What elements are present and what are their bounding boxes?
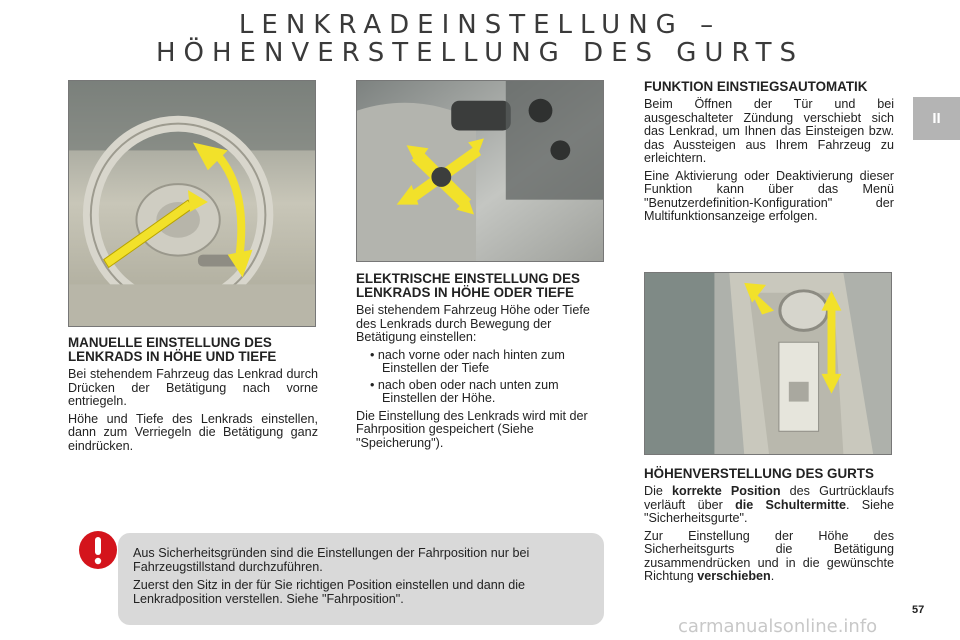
electric-control-photo [356,80,604,262]
emphasis-shoulder-center: die Schultermitte [735,497,847,512]
emphasis-slide: verschieben [697,569,771,583]
warning-paragraph-2: Zuerst den Sitz in der für Sie richtigen Position einstellen und dann die Lenkradposition verstellen. Siehe "Fahrposition". [133,578,526,606]
belt-heading: HÖHENVERSTELLUNG DES GURTS [644,466,874,481]
list-item: • nach oben oder nach unten zum Einstellen der Höhe. [356,379,606,406]
electric-outro: Die Einstellung des Lenkrads wird mit der Fahrposition gespeichert (Siehe "Speicherung"). [356,408,588,450]
function-paragraph-2: Eine Aktivierung oder Deaktivierung dieser Funktion kann über das Menü "Benutzerdefinition-Konfiguration" der Multifunktionsanzeige erfolgen. [644,168,894,223]
emphasis-correct-position: korrekte Position [672,484,781,498]
page-number: 57 [912,604,925,616]
function-heading: FUNKTION EINSTIEGSAUTOMATIK [644,79,868,94]
manual-adjustment-section [68,336,318,457]
function-paragraph-1: Beim Öffnen der Tür und bei ausgeschalteter Zündung verschiebt sich das Lenkrad, um Ihnen das Einsteigen bzw. das Aussteigen aus Ihrem Fahrzeug zu erleichtern. [644,97,894,165]
list-item: • nach vorne oder nach hinten zum Einstellen der Tiefe [356,349,606,376]
manual-paragraph-1: Bei stehendem Fahrzeug das Lenkrad durch Drücken der Betätigung nach vorne entriegeln. [68,367,318,408]
steering-wheel-photo [68,80,316,327]
belt-height-section [644,467,894,588]
electric-bullet-list [356,349,606,406]
text-run: . [770,569,775,583]
belt-adjuster-photo [644,272,892,455]
electric-heading: ELEKTRISCHE EINSTELLUNG DES LENKRADS IN HÖHE ODER TIEFE [356,271,580,300]
warning-icon [78,530,118,570]
text-run: des Gurtrücklaufs verläuft über [644,484,894,512]
safety-warning-box [118,533,604,625]
text-run: Die [644,484,673,498]
warning-paragraph-1: Aus Sicherheitsgründen sind die Einstellungen der Fahrposition nur bei Fahrzeugstillstand durchzuführen. [133,546,530,574]
entry-function-section [644,80,894,228]
watermark: carmanualsonline.info [678,616,878,637]
manual-paragraph-2: Höhe und Tiefe des Lenkrads einstellen, dann zum Verriegeln die Betätigung ganz eindrücken. [68,411,318,453]
belt-paragraph-1 [644,485,894,526]
belt-paragraph-2 [644,530,894,584]
page-title-line2: HÖHENVERSTELLUNG DES GURTS [155,38,805,68]
manual-heading: MANUELLE EINSTELLUNG DES LENKRADS IN HÖHE UND TIEFE [68,335,277,364]
page-title-line1: LENKRADEINSTELLUNG – [238,10,722,40]
electric-intro: Bei stehendem Fahrzeug Höhe oder Tiefe des Lenkrads durch Bewegung der Betätigung einstellen: [356,303,590,344]
chapter-tab[interactable]: II [913,97,960,140]
electric-adjustment-section [356,272,606,454]
text-run: Zur Einstellung der Höhe des Sicherheitsgurts die Betätigung zusammendrücken und in die gewünschte Richtung [644,528,894,583]
text-run: . Siehe "Sicherheitsgurte". [644,497,894,525]
